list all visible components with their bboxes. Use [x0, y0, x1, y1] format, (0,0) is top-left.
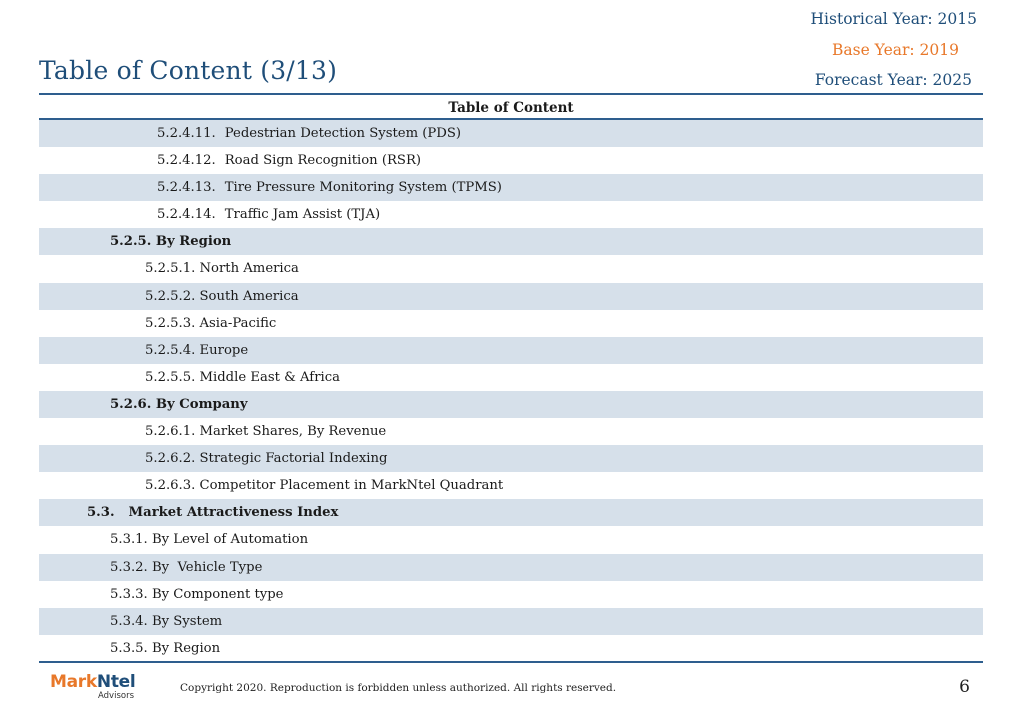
page-number: 6 [959, 677, 970, 697]
markntel-logo [50, 672, 136, 701]
toc-row-section: 5.2.6. By Company [39, 391, 983, 418]
toc-row-text: Market Attractiveness Index [128, 505, 339, 521]
toc-row: 5.3.5. By Region [110, 640, 221, 656]
toc-row [39, 201, 983, 228]
footer-divider [39, 661, 983, 663]
toc-row: 5.2.6.2. Strategic Factorial Indexing [39, 445, 983, 472]
logo-subtitle: Advisors [98, 691, 135, 701]
toc-row-text: Tire Pressure Monitoring System (TPMS) [224, 180, 502, 196]
page-title: Table of Content (3/13) [39, 56, 338, 85]
base-year: Base Year: 2019 [832, 41, 959, 59]
toc-row-number: 5.3. [87, 505, 115, 521]
toc-row-number: 5.2.4.11. [157, 126, 216, 141]
toc-row: 5.3.2. By Vehicle Type [39, 554, 983, 581]
toc-row: 5.2.6.1. Market Shares, By Revenue [145, 424, 387, 440]
toc-row: 5.2.5.5. Middle East & Africa [145, 369, 340, 385]
toc-row-number: 5.2.4.12. [157, 153, 216, 169]
toc-row: 5.2.5.1. North America [145, 261, 299, 277]
toc-row [39, 120, 983, 147]
toc-heading: Table of Content [39, 95, 983, 120]
forecast-year: Forecast Year: 2025 [814, 71, 972, 89]
toc-row-number: 5.2.4.13. [157, 180, 216, 196]
toc-row: 5.3.3. By Component type [110, 586, 284, 602]
toc-row: 5.2.5.2. South America [39, 283, 983, 310]
toc-row-number: 5.2.4.14. [157, 207, 216, 223]
toc-row [39, 147, 983, 174]
toc-row-text: Road Sign Recognition (RSR) [224, 153, 422, 169]
toc-row: 5.3.4. By System [39, 608, 983, 635]
toc-table [39, 95, 983, 662]
copyright-notice: Copyright 2020. Reproduction is forbidden unless authorized. All rights reserved. [180, 682, 617, 694]
historical-year: Historical Year: 2015 [810, 10, 977, 28]
toc-row-text: Pedestrian Detection System (PDS) [224, 126, 462, 141]
toc-row: 5.2.5.4. Europe [39, 337, 983, 364]
toc-row: 5.2.5.3. Asia-Pacific [145, 315, 277, 331]
toc-row-text: Traffic Jam Assist (TJA) [224, 207, 381, 223]
logo-wordmark: MarkNtel [50, 672, 136, 692]
toc-row: 5.3.1. By Level of Automation [110, 532, 309, 548]
toc-row-section [39, 499, 983, 526]
toc-row-section: 5.2.5. By Region [39, 228, 983, 255]
toc-row: 5.2.6.3. Competitor Placement in MarkNtel Quadrant [145, 478, 504, 494]
toc-row [39, 174, 983, 201]
